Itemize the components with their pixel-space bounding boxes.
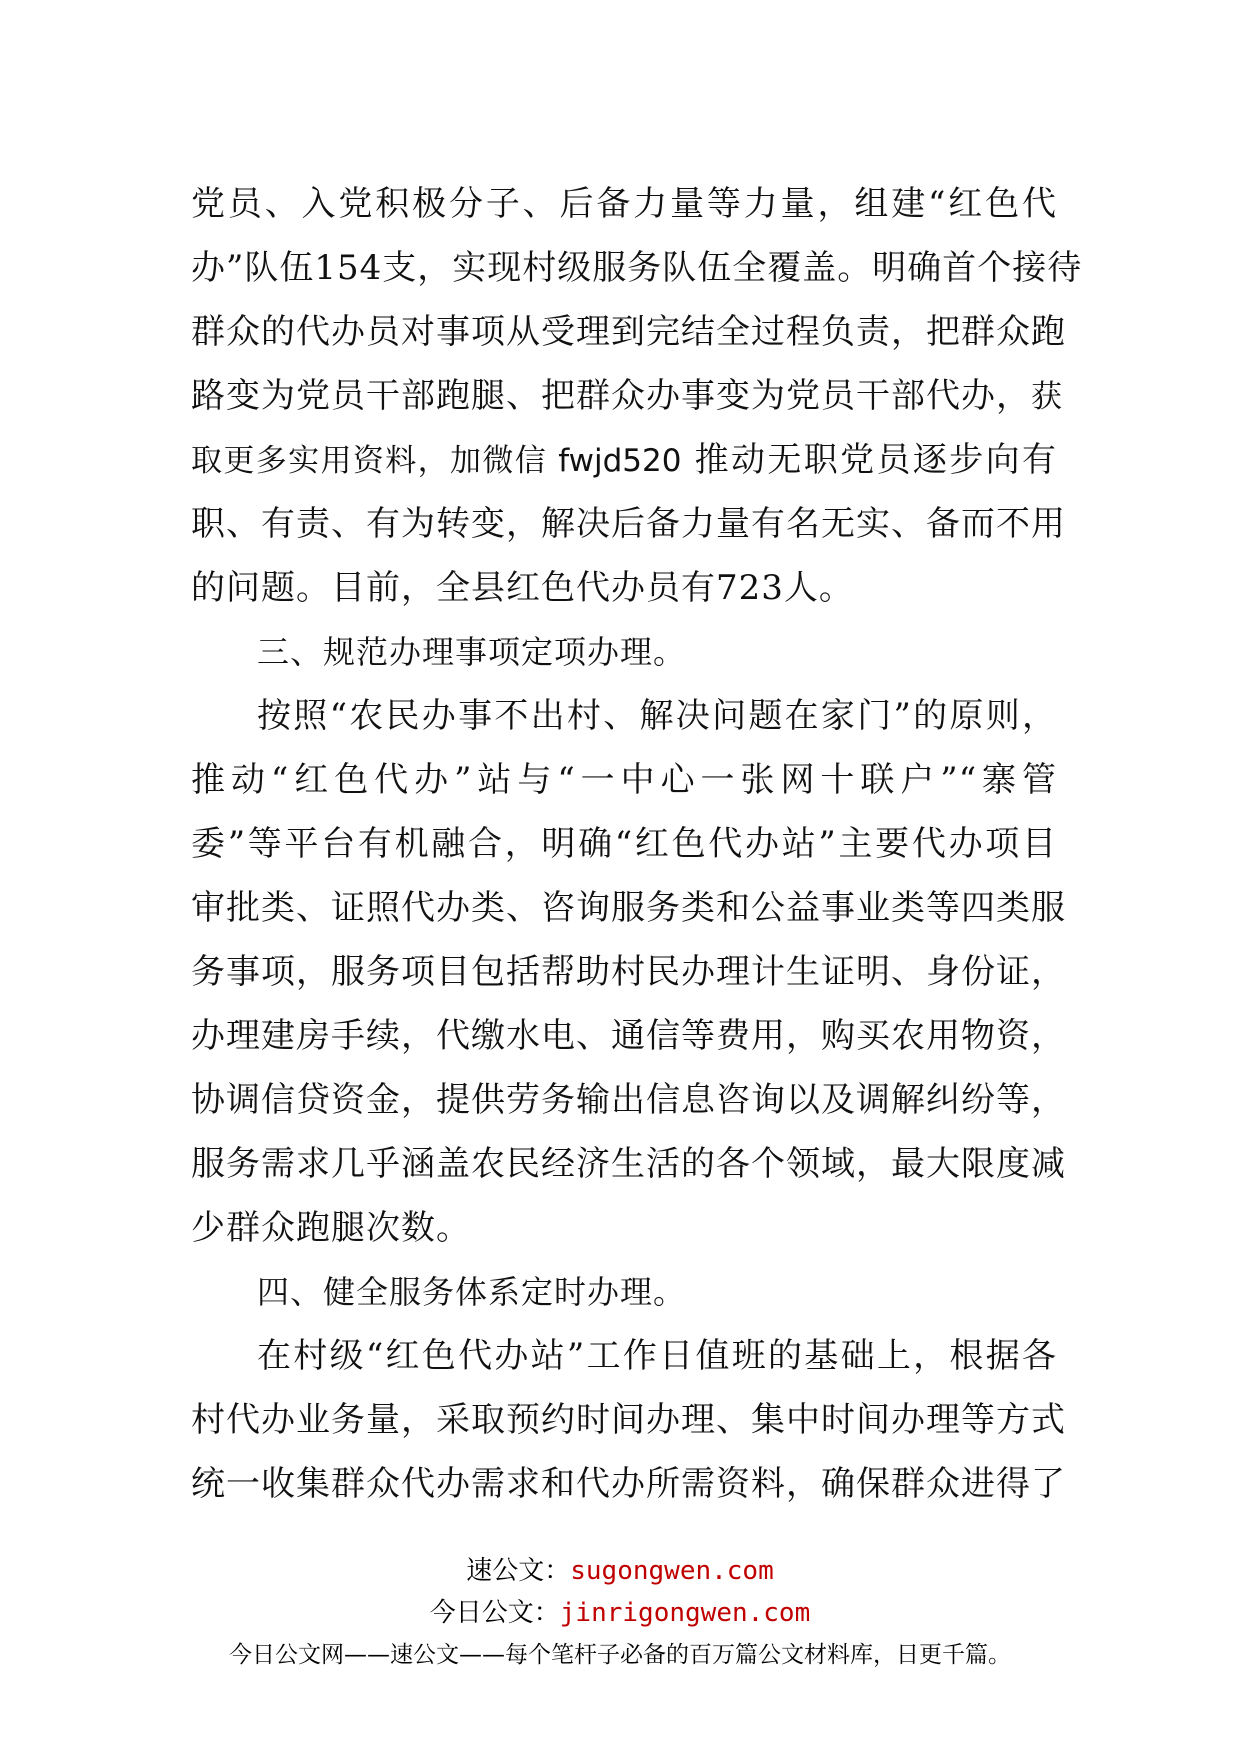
- paragraph-line: 在村级“红色代办站”工作日值班的基础上，根据各: [257, 1336, 1057, 1376]
- footer-link-sugongwen[interactable]: sugongwen.com: [570, 1556, 774, 1586]
- paragraph-line: 办理建房手续，代缴水电、通信等费用，购买农用物资，: [191, 1016, 1066, 1056]
- paragraph-line: 协调信贷资金，提供劳务输出信息咨询以及调解纠纷等，: [191, 1080, 1066, 1120]
- paragraph-line: 群众的代办员对事项从受理到完结全过程负责，把群众跑: [191, 312, 1066, 352]
- paragraph-line: 服务需求几乎涵盖农民经济生活的各个领域，最大限度减: [191, 1144, 1066, 1184]
- document-body: [191, 172, 1083, 1516]
- footer-slogan: 今日公文网——速公文——每个笔杆子必备的百万篇公文材料库，日更千篇。: [229, 1642, 1011, 1668]
- footer-label: 今日公文：: [429, 1598, 560, 1628]
- paragraph-line: [191, 364, 1062, 428]
- footer-link-jinrigongwen[interactable]: jinrigongwen.com: [559, 1598, 811, 1628]
- paragraph-line: 少群众跑腿次数。: [191, 1208, 471, 1248]
- paragraph-line: 按照“农民办事不出村、解决问题在家门”的原则，: [257, 696, 1057, 736]
- paragraph-line: 务事项，服务项目包括帮助村民办理计生证明、身份证，: [191, 952, 1066, 992]
- promo-text: 获: [1031, 379, 1062, 415]
- footer-site-sugongwen: [0, 1550, 1240, 1587]
- section-heading-3: 三、规范办理事项定项办理。: [257, 633, 687, 671]
- paragraph-line: 办”队伍154支，实现村级服务队伍全覆盖。明确首个接待: [191, 248, 1083, 288]
- paragraph-line: 统一收集群众代办需求和代办所需资料，确保群众进得了: [191, 1464, 1066, 1504]
- footer-label: 速公文：: [466, 1556, 571, 1586]
- paragraph-line: 委”等平台有机融合，明确“红色代办站”主要代办项目: [191, 824, 1057, 864]
- section-heading-4: 四、健全服务体系定时办理。: [257, 1273, 687, 1311]
- footer-site-jinrigongwen: [0, 1592, 1240, 1629]
- paragraph-line: 村代办业务量，采取预约时间办理、集中时间办理等方式: [191, 1400, 1066, 1440]
- paragraph-line: 党员、入党积极分子、后备力量等力量，组建“红色代: [191, 184, 1057, 224]
- paragraph-text: 推动无职党员逐步向有: [681, 440, 1057, 480]
- paragraph-text: 路变为党员干部跑腿、把群众办事变为党员干部代办，: [191, 376, 1031, 416]
- paragraph-line: [191, 428, 1057, 492]
- paragraph-line: 审批类、证照代办类、咨询服务类和公益事业类等四类服: [191, 888, 1066, 928]
- promo-text: 取更多实用资料，加微信 fwjd520: [191, 443, 682, 479]
- paragraph-line: 推动“红色代办”站与“一中心一张网十联户”“寨管: [191, 760, 1057, 800]
- paragraph-line: 职、有责、有为转变，解决后备力量有名无实、备而不用: [191, 504, 1066, 544]
- paragraph-line: 的问题。目前，全县红色代办员有723人。: [191, 568, 854, 608]
